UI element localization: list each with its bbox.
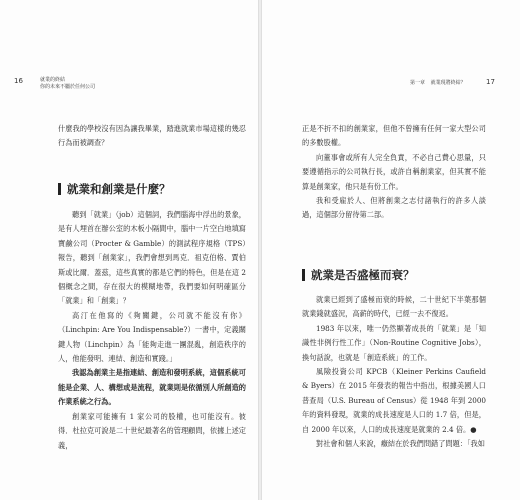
left-page (0, 0, 258, 500)
paragraph: 高汀在他寫的《夠關鍵，公司就不能沒有你》（Linchpin: Are You Indispensable?）一書中，定義關鍵人物（Linchpin）為「能夠走進一團混亂，創造秩序的人，他能發明、連結、創造和實踐。」 (58, 310, 246, 364)
right-page (262, 0, 520, 500)
left-page-number: 16 (14, 77, 23, 85)
section-heading-text: 就業是否盛極而衰？ (311, 268, 415, 282)
paragraph: 聽到「就業」（job）這個詞，我們腦海中浮出的景象，是有人埋首在辦公室的木板小隔間中，腦中一片空白地填寫寶鹼公司（Procter & Gamble）的測試程序規格（TPS）報告，聽到「創業家」，我們會想到馬克．祖克伯格、賈伯斯或比爾．蓋茲，這些真實的都是它們的特色，但是在這 2 個概念之間，存在很大的模糊地帶，我們要如何明確區分「就業」和「創業」？ (58, 210, 246, 306)
right-running-title (410, 80, 466, 87)
chapter-label: 第一章 (410, 80, 426, 86)
heading-marker (302, 269, 305, 281)
left-running-title (40, 77, 95, 91)
bold-paragraph: 我認為創業主是指連結、創造和發明系統，這個系統可能是企業、人、構想或是流程，就業則是依循別人所創造的作業系統之行為。 (58, 368, 246, 407)
heading-marker (58, 183, 61, 195)
section-heading (58, 181, 171, 197)
paragraph: 對社會和個人來說，癥結在於我們問錯了問題：「我如 (316, 439, 485, 449)
chapter-title: 就業現將終結？ (430, 80, 466, 86)
paragraph: 1983 年以來，唯一仍然顯著成長的「就業」是「知識性非例行性工作」（Non-Routine Cognitive Jobs），換句話說，也就是「創造系統」的工作。 (302, 323, 486, 362)
right-body-bottom (302, 293, 486, 451)
paragraph: 我和受雇於人、但將創業之志付諸執行的許多人談過，這個部分留待第二部。 (302, 196, 486, 220)
paragraph: 就業已經到了盛極而衰的時候，二十世紀下半葉那個就業錢就盛況，高薪的時代，已經一去不復返。 (302, 295, 486, 319)
right-page-number: 17 (486, 78, 495, 86)
paragraph: 創業家可能擁有 1 家公司的股權，也可能沒有。彼得．杜拉克可說是二十世紀最著名的管理顧問，依據上述定義， (58, 411, 246, 450)
right-body-top (302, 122, 486, 223)
paragraph: 向董事會或所有人完全負責，不必自己費心思量，只要遵循指示的公司執行長，或許自稱創業家，但其實不能算是創業家，他只是有份工作。 (302, 152, 486, 191)
left-intro (58, 122, 246, 151)
left-body (58, 208, 246, 453)
running-title-sub: 你的未來不屬於任何公司 (40, 84, 96, 90)
section-heading (302, 267, 415, 283)
running-title-main: 就業的終結 (40, 77, 66, 83)
paragraph: 風險投資公司 KPCB（Kleiner Perkins Caufield & Byers）在 2015 年發表的報告中指出，根據美國人口普查局（U.S. Bureau of Census）從 1948 年到 2000 年的資料發現，就業的成長速度是人口的 1.7 倍，但是，自 2000 年以來，人口的成長速度是就業的 2.4 倍。● (302, 367, 486, 434)
paragraph: 什麼我的學校沒有因為讓我畢業，踏進就業市場這樣的幾忍行為而被調查？ (58, 124, 246, 148)
section-heading-text: 就業和創業是什麼？ (67, 182, 171, 196)
paragraph: 正是不折不扣的創業家，但他不曾擁有任何一家大型公司的多數股權。 (302, 124, 486, 148)
